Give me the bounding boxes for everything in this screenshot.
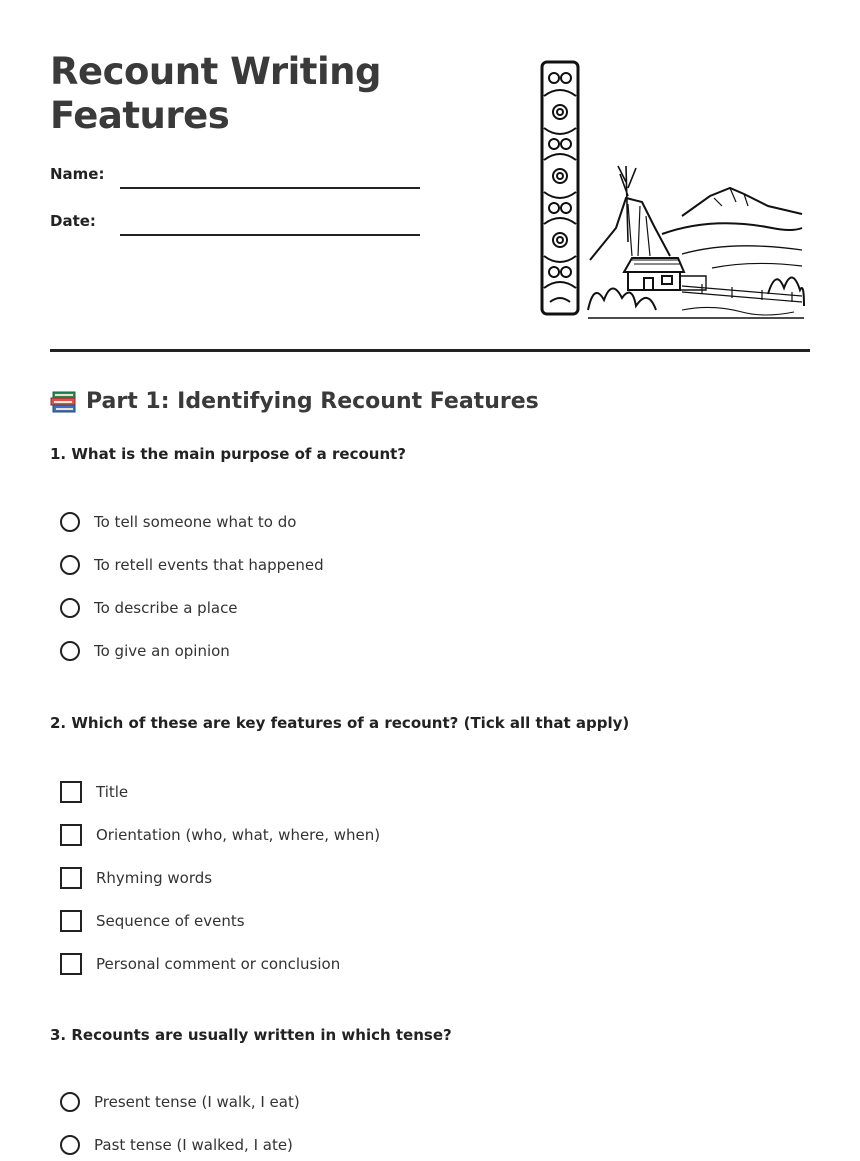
question-2: 2. Which of these are key features of a recount? (Tick all that apply)	[50, 714, 630, 732]
checkbox[interactable]	[60, 910, 82, 932]
q2-option-2[interactable]	[60, 824, 380, 846]
q2-option-1[interactable]	[60, 781, 128, 803]
q2-option-3[interactable]	[60, 867, 212, 889]
option-label: Title	[96, 783, 129, 801]
option-label: Personal comment or conclusion	[96, 955, 341, 973]
date-label: Date:	[50, 212, 96, 230]
question-3: 3. Recounts are usually written in which tense?	[50, 1026, 452, 1044]
checkbox[interactable]	[60, 781, 82, 803]
question-1: 1. What is the main purpose of a recount?	[50, 445, 407, 463]
option-label: To describe a place	[94, 599, 238, 617]
date-field[interactable]	[120, 234, 420, 236]
section-title	[50, 386, 539, 418]
checkbox[interactable]	[60, 867, 82, 889]
section-title-text: Part 1: Identifying Recount Features	[86, 389, 539, 414]
radio-button[interactable]	[60, 641, 80, 661]
radio-button[interactable]	[60, 1092, 80, 1112]
radio-button[interactable]	[60, 512, 80, 532]
q2-option-4[interactable]	[60, 910, 245, 932]
radio-button[interactable]	[60, 555, 80, 575]
q1-option-1[interactable]	[60, 512, 296, 532]
books-icon	[50, 389, 78, 415]
name-field[interactable]	[120, 187, 420, 189]
option-label: To tell someone what to do	[94, 513, 297, 531]
header-divider	[50, 349, 810, 352]
option-label: To give an opinion	[94, 642, 230, 660]
option-label: Past tense (I walked, I ate)	[94, 1136, 293, 1154]
q2-option-5[interactable]	[60, 953, 340, 975]
name-label: Name:	[50, 165, 105, 183]
carved-pole-landscape-illustration	[532, 56, 808, 322]
checkbox[interactable]	[60, 953, 82, 975]
option-label: Sequence of events	[96, 912, 245, 930]
option-label: Present tense (I walk, I eat)	[94, 1093, 300, 1111]
checkbox[interactable]	[60, 824, 82, 846]
radio-button[interactable]	[60, 598, 80, 618]
q3-option-1[interactable]	[60, 1092, 300, 1112]
option-label: To retell events that happened	[94, 556, 324, 574]
option-label: Rhyming words	[96, 869, 213, 887]
option-label: Orientation (who, what, where, when)	[96, 826, 381, 844]
q1-option-4[interactable]	[60, 641, 230, 661]
q1-option-3[interactable]	[60, 598, 238, 618]
page-title: Recount Writing Features	[50, 50, 381, 137]
q3-option-2[interactable]	[60, 1135, 293, 1155]
q1-option-2[interactable]	[60, 555, 324, 575]
radio-button[interactable]	[60, 1135, 80, 1155]
